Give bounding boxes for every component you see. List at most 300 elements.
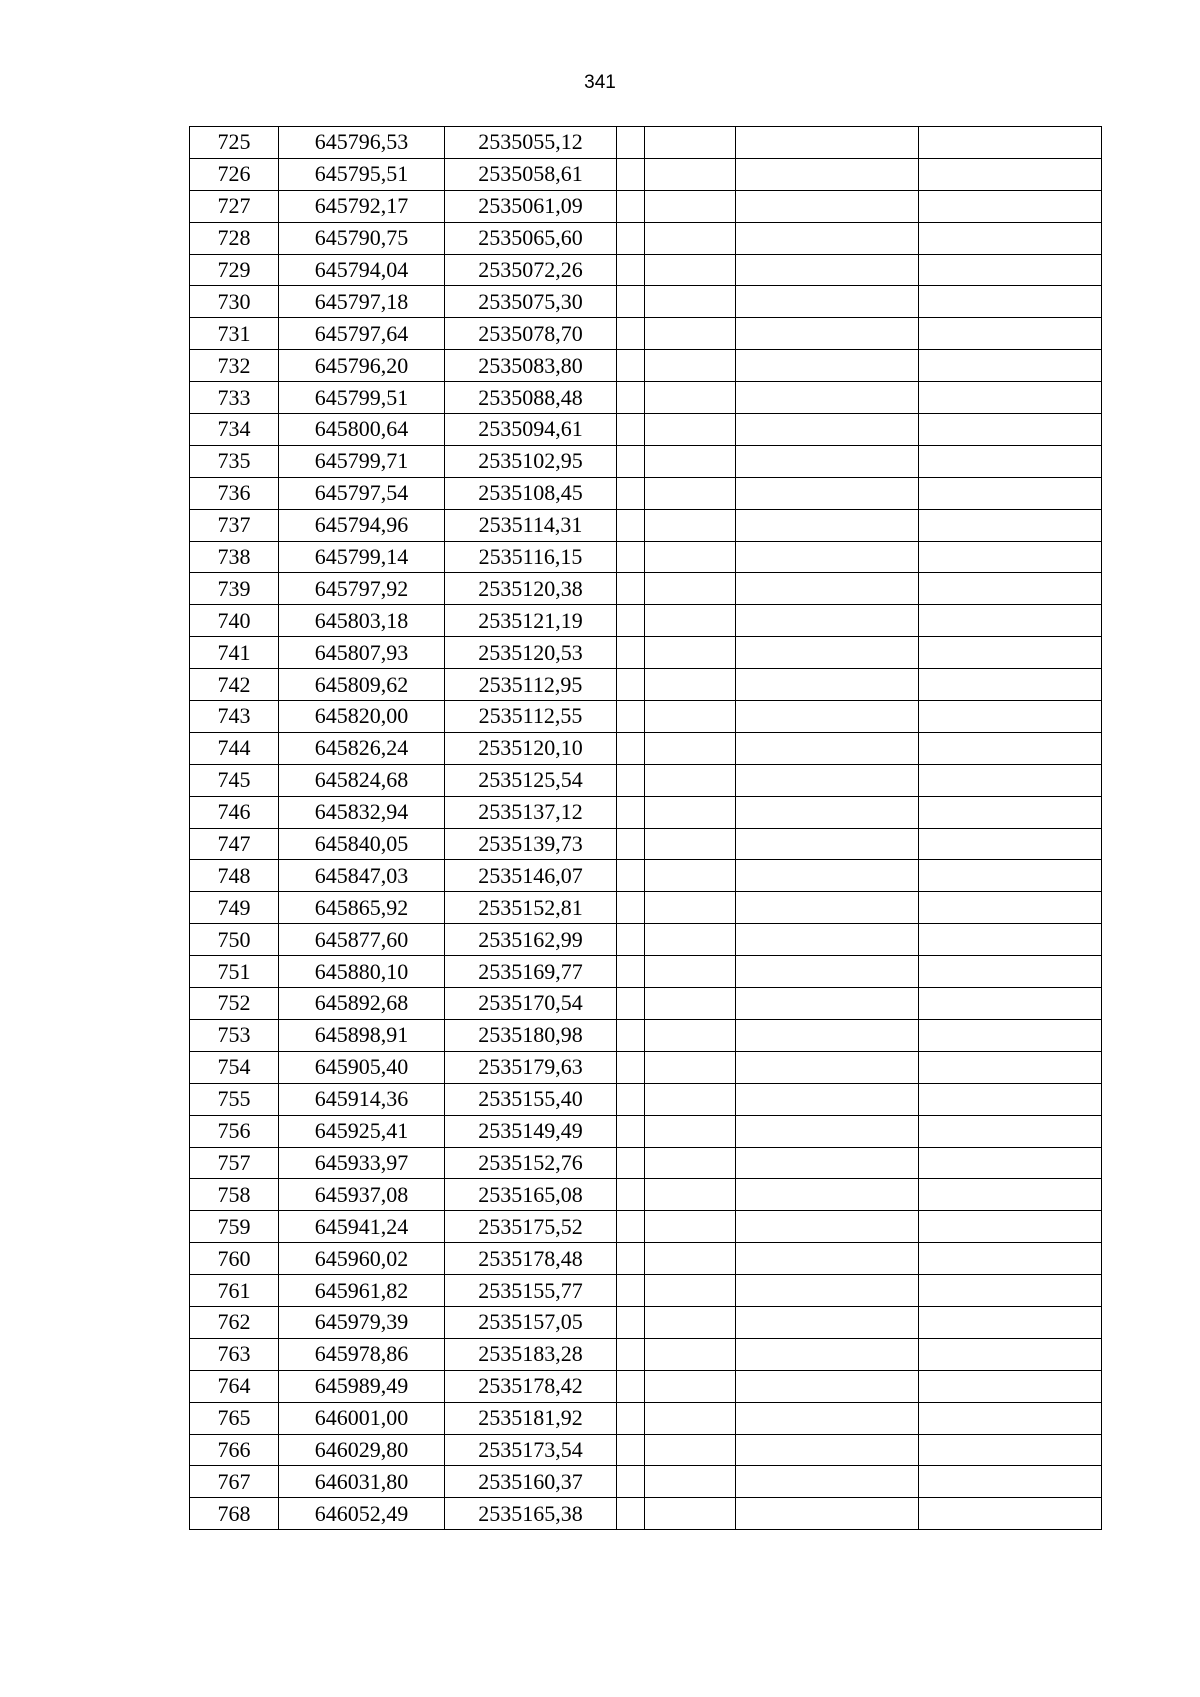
y-coordinate-cell: 2535181,92 [445, 1402, 617, 1434]
y-coordinate-cell: 2535112,55 [445, 701, 617, 733]
empty-cell [919, 445, 1102, 477]
empty-cell [617, 1434, 645, 1466]
empty-cell [919, 541, 1102, 573]
empty-cell [736, 286, 919, 318]
x-coordinate-cell: 645892,68 [279, 988, 445, 1020]
table-row [190, 796, 1102, 828]
point-number-cell: 725 [190, 127, 279, 159]
empty-cell [919, 732, 1102, 764]
table-row [190, 1466, 1102, 1498]
y-coordinate-cell: 2535180,98 [445, 1019, 617, 1051]
x-coordinate-cell: 645960,02 [279, 1243, 445, 1275]
table-row [190, 414, 1102, 446]
empty-cell [919, 701, 1102, 733]
empty-cell [736, 1179, 919, 1211]
empty-cell [645, 828, 736, 860]
empty-cell [617, 988, 645, 1020]
empty-cell [645, 222, 736, 254]
table-row [190, 1115, 1102, 1147]
x-coordinate-cell: 645840,05 [279, 828, 445, 860]
x-coordinate-cell: 645832,94 [279, 796, 445, 828]
y-coordinate-cell: 2535083,80 [445, 350, 617, 382]
empty-cell [617, 1306, 645, 1338]
empty-cell [919, 573, 1102, 605]
point-number-cell: 732 [190, 350, 279, 382]
empty-cell [617, 1402, 645, 1434]
point-number-cell: 754 [190, 1051, 279, 1083]
empty-cell [645, 1498, 736, 1530]
empty-cell [919, 1179, 1102, 1211]
empty-cell [617, 924, 645, 956]
table-row [190, 1019, 1102, 1051]
table-row [190, 190, 1102, 222]
point-number-cell: 735 [190, 445, 279, 477]
empty-cell [919, 350, 1102, 382]
empty-cell [919, 1083, 1102, 1115]
table-row [190, 1275, 1102, 1307]
empty-cell [736, 924, 919, 956]
x-coordinate-cell: 646052,49 [279, 1498, 445, 1530]
point-number-cell: 764 [190, 1370, 279, 1402]
empty-cell [919, 860, 1102, 892]
point-number-cell: 739 [190, 573, 279, 605]
x-coordinate-cell: 645799,51 [279, 382, 445, 414]
empty-cell [919, 127, 1102, 159]
empty-cell [645, 477, 736, 509]
point-number-cell: 768 [190, 1498, 279, 1530]
empty-cell [617, 764, 645, 796]
table-row [190, 445, 1102, 477]
x-coordinate-cell: 645795,51 [279, 158, 445, 190]
point-number-cell: 756 [190, 1115, 279, 1147]
empty-cell [919, 1306, 1102, 1338]
y-coordinate-cell: 2535094,61 [445, 414, 617, 446]
y-coordinate-cell: 2535065,60 [445, 222, 617, 254]
x-coordinate-cell: 645898,91 [279, 1019, 445, 1051]
table-row [190, 605, 1102, 637]
point-number-cell: 726 [190, 158, 279, 190]
table-row [190, 254, 1102, 286]
empty-cell [645, 1083, 736, 1115]
empty-cell [919, 1051, 1102, 1083]
empty-cell [919, 1243, 1102, 1275]
table-row [190, 222, 1102, 254]
empty-cell [645, 414, 736, 446]
empty-cell [645, 1019, 736, 1051]
empty-cell [645, 1211, 736, 1243]
empty-cell [617, 956, 645, 988]
empty-cell [919, 1466, 1102, 1498]
point-number-cell: 730 [190, 286, 279, 318]
y-coordinate-cell: 2535155,40 [445, 1083, 617, 1115]
point-number-cell: 731 [190, 318, 279, 350]
point-number-cell: 740 [190, 605, 279, 637]
empty-cell [617, 127, 645, 159]
empty-cell [645, 988, 736, 1020]
empty-cell [617, 190, 645, 222]
y-coordinate-cell: 2535152,81 [445, 892, 617, 924]
empty-cell [617, 477, 645, 509]
x-coordinate-cell: 645799,14 [279, 541, 445, 573]
x-coordinate-cell: 645800,64 [279, 414, 445, 446]
table-row [190, 1306, 1102, 1338]
coordinates-table-body [190, 127, 1102, 1530]
x-coordinate-cell: 645797,54 [279, 477, 445, 509]
y-coordinate-cell: 2535169,77 [445, 956, 617, 988]
empty-cell [919, 190, 1102, 222]
y-coordinate-cell: 2535061,09 [445, 190, 617, 222]
empty-cell [736, 1115, 919, 1147]
empty-cell [617, 286, 645, 318]
table-row [190, 669, 1102, 701]
empty-cell [617, 1147, 645, 1179]
y-coordinate-cell: 2535102,95 [445, 445, 617, 477]
empty-cell [736, 1338, 919, 1370]
empty-cell [645, 701, 736, 733]
empty-cell [919, 286, 1102, 318]
x-coordinate-cell: 645979,39 [279, 1306, 445, 1338]
point-number-cell: 748 [190, 860, 279, 892]
x-coordinate-cell: 645877,60 [279, 924, 445, 956]
x-coordinate-cell: 646029,80 [279, 1434, 445, 1466]
empty-cell [919, 1498, 1102, 1530]
empty-cell [617, 350, 645, 382]
table-row [190, 1338, 1102, 1370]
empty-cell [645, 764, 736, 796]
y-coordinate-cell: 2535125,54 [445, 764, 617, 796]
empty-cell [617, 892, 645, 924]
empty-cell [645, 956, 736, 988]
y-coordinate-cell: 2535175,52 [445, 1211, 617, 1243]
table-row [190, 1402, 1102, 1434]
empty-cell [645, 605, 736, 637]
empty-cell [736, 127, 919, 159]
empty-cell [736, 669, 919, 701]
table-row [190, 637, 1102, 669]
empty-cell [736, 541, 919, 573]
x-coordinate-cell: 646001,00 [279, 1402, 445, 1434]
y-coordinate-cell: 2535120,38 [445, 573, 617, 605]
point-number-cell: 755 [190, 1083, 279, 1115]
empty-cell [645, 1466, 736, 1498]
empty-cell [617, 605, 645, 637]
point-number-cell: 746 [190, 796, 279, 828]
y-coordinate-cell: 2535152,76 [445, 1147, 617, 1179]
table-row [190, 477, 1102, 509]
point-number-cell: 757 [190, 1147, 279, 1179]
empty-cell [736, 1275, 919, 1307]
table-row [190, 350, 1102, 382]
table-row [190, 1179, 1102, 1211]
empty-cell [736, 605, 919, 637]
empty-cell [919, 956, 1102, 988]
y-coordinate-cell: 2535112,95 [445, 669, 617, 701]
empty-cell [736, 445, 919, 477]
empty-cell [736, 1402, 919, 1434]
x-coordinate-cell: 645790,75 [279, 222, 445, 254]
empty-cell [645, 1434, 736, 1466]
point-number-cell: 747 [190, 828, 279, 860]
empty-cell [919, 1338, 1102, 1370]
empty-cell [919, 1019, 1102, 1051]
empty-cell [617, 860, 645, 892]
empty-cell [617, 1275, 645, 1307]
y-coordinate-cell: 2535165,38 [445, 1498, 617, 1530]
empty-cell [736, 414, 919, 446]
empty-cell [919, 1147, 1102, 1179]
empty-cell [645, 1115, 736, 1147]
empty-cell [919, 637, 1102, 669]
y-coordinate-cell: 2535114,31 [445, 509, 617, 541]
x-coordinate-cell: 645803,18 [279, 605, 445, 637]
y-coordinate-cell: 2535162,99 [445, 924, 617, 956]
empty-cell [919, 1434, 1102, 1466]
table-row [190, 1051, 1102, 1083]
empty-cell [645, 732, 736, 764]
empty-cell [617, 541, 645, 573]
empty-cell [736, 988, 919, 1020]
empty-cell [736, 637, 919, 669]
y-coordinate-cell: 2535178,48 [445, 1243, 617, 1275]
empty-cell [736, 1498, 919, 1530]
empty-cell [736, 509, 919, 541]
table-row [190, 860, 1102, 892]
empty-cell [736, 764, 919, 796]
point-number-cell: 733 [190, 382, 279, 414]
x-coordinate-cell: 645794,96 [279, 509, 445, 541]
point-number-cell: 753 [190, 1019, 279, 1051]
empty-cell [736, 1466, 919, 1498]
empty-cell [919, 892, 1102, 924]
x-coordinate-cell: 645937,08 [279, 1179, 445, 1211]
empty-cell [617, 1338, 645, 1370]
table-row [190, 1147, 1102, 1179]
empty-cell [617, 669, 645, 701]
empty-cell [736, 1147, 919, 1179]
point-number-cell: 741 [190, 637, 279, 669]
point-number-cell: 749 [190, 892, 279, 924]
empty-cell [736, 1434, 919, 1466]
empty-cell [736, 1370, 919, 1402]
point-number-cell: 738 [190, 541, 279, 573]
y-coordinate-cell: 2535055,12 [445, 127, 617, 159]
x-coordinate-cell: 645914,36 [279, 1083, 445, 1115]
empty-cell [736, 573, 919, 605]
empty-cell [645, 1275, 736, 1307]
empty-cell [617, 1115, 645, 1147]
empty-cell [919, 669, 1102, 701]
empty-cell [645, 669, 736, 701]
empty-cell [617, 254, 645, 286]
empty-cell [736, 732, 919, 764]
empty-cell [645, 286, 736, 318]
table-row [190, 382, 1102, 414]
point-number-cell: 763 [190, 1338, 279, 1370]
point-number-cell: 761 [190, 1275, 279, 1307]
y-coordinate-cell: 2535072,26 [445, 254, 617, 286]
point-number-cell: 751 [190, 956, 279, 988]
x-coordinate-cell: 645799,71 [279, 445, 445, 477]
empty-cell [736, 477, 919, 509]
empty-cell [736, 828, 919, 860]
y-coordinate-cell: 2535173,54 [445, 1434, 617, 1466]
empty-cell [736, 1306, 919, 1338]
empty-cell [645, 1179, 736, 1211]
point-number-cell: 737 [190, 509, 279, 541]
x-coordinate-cell: 645792,17 [279, 190, 445, 222]
point-number-cell: 759 [190, 1211, 279, 1243]
x-coordinate-cell: 645794,04 [279, 254, 445, 286]
x-coordinate-cell: 645820,00 [279, 701, 445, 733]
empty-cell [919, 1275, 1102, 1307]
y-coordinate-cell: 2535058,61 [445, 158, 617, 190]
point-number-cell: 767 [190, 1466, 279, 1498]
y-coordinate-cell: 2535146,07 [445, 860, 617, 892]
point-number-cell: 750 [190, 924, 279, 956]
empty-cell [736, 892, 919, 924]
empty-cell [736, 701, 919, 733]
x-coordinate-cell: 645925,41 [279, 1115, 445, 1147]
empty-cell [645, 190, 736, 222]
empty-cell [645, 1051, 736, 1083]
point-number-cell: 743 [190, 701, 279, 733]
empty-cell [645, 892, 736, 924]
page-number: 341 [584, 72, 616, 93]
y-coordinate-cell: 2535078,70 [445, 318, 617, 350]
empty-cell [645, 1147, 736, 1179]
point-number-cell: 728 [190, 222, 279, 254]
empty-cell [617, 222, 645, 254]
empty-cell [919, 318, 1102, 350]
empty-cell [645, 796, 736, 828]
y-coordinate-cell: 2535155,77 [445, 1275, 617, 1307]
empty-cell [617, 1019, 645, 1051]
empty-cell [617, 1083, 645, 1115]
empty-cell [645, 1338, 736, 1370]
table-row [190, 541, 1102, 573]
coordinates-table [189, 126, 1102, 1530]
empty-cell [617, 701, 645, 733]
y-coordinate-cell: 2535121,19 [445, 605, 617, 637]
empty-cell [617, 1051, 645, 1083]
empty-cell [617, 382, 645, 414]
empty-cell [736, 222, 919, 254]
y-coordinate-cell: 2535075,30 [445, 286, 617, 318]
empty-cell [617, 573, 645, 605]
empty-cell [617, 796, 645, 828]
empty-cell [736, 1019, 919, 1051]
empty-cell [736, 796, 919, 828]
empty-cell [645, 350, 736, 382]
point-number-cell: 729 [190, 254, 279, 286]
empty-cell [919, 509, 1102, 541]
x-coordinate-cell: 645796,20 [279, 350, 445, 382]
y-coordinate-cell: 2535139,73 [445, 828, 617, 860]
table-row [190, 1434, 1102, 1466]
empty-cell [645, 1243, 736, 1275]
empty-cell [617, 509, 645, 541]
empty-cell [645, 254, 736, 286]
empty-cell [919, 1115, 1102, 1147]
table-row [190, 286, 1102, 318]
empty-cell [617, 1179, 645, 1211]
x-coordinate-cell: 645807,93 [279, 637, 445, 669]
empty-cell [919, 1370, 1102, 1402]
empty-cell [919, 414, 1102, 446]
table-row [190, 988, 1102, 1020]
empty-cell [736, 318, 919, 350]
x-coordinate-cell: 645941,24 [279, 1211, 445, 1243]
empty-cell [736, 1243, 919, 1275]
table-row [190, 956, 1102, 988]
table-row [190, 509, 1102, 541]
empty-cell [617, 1466, 645, 1498]
x-coordinate-cell: 645796,53 [279, 127, 445, 159]
empty-cell [645, 541, 736, 573]
point-number-cell: 758 [190, 1179, 279, 1211]
empty-cell [617, 1370, 645, 1402]
empty-cell [645, 1370, 736, 1402]
y-coordinate-cell: 2535137,12 [445, 796, 617, 828]
y-coordinate-cell: 2535116,15 [445, 541, 617, 573]
y-coordinate-cell: 2535165,08 [445, 1179, 617, 1211]
empty-cell [919, 382, 1102, 414]
empty-cell [919, 222, 1102, 254]
x-coordinate-cell: 645797,18 [279, 286, 445, 318]
x-coordinate-cell: 645978,86 [279, 1338, 445, 1370]
empty-cell [919, 254, 1102, 286]
x-coordinate-cell: 645797,92 [279, 573, 445, 605]
empty-cell [617, 318, 645, 350]
point-number-cell: 744 [190, 732, 279, 764]
x-coordinate-cell: 645847,03 [279, 860, 445, 892]
x-coordinate-cell: 645933,97 [279, 1147, 445, 1179]
x-coordinate-cell: 645824,68 [279, 764, 445, 796]
x-coordinate-cell: 645797,64 [279, 318, 445, 350]
empty-cell [645, 860, 736, 892]
empty-cell [617, 732, 645, 764]
y-coordinate-cell: 2535170,54 [445, 988, 617, 1020]
table-row [190, 1243, 1102, 1275]
x-coordinate-cell: 646031,80 [279, 1466, 445, 1498]
y-coordinate-cell: 2535183,28 [445, 1338, 617, 1370]
empty-cell [736, 1083, 919, 1115]
x-coordinate-cell: 645880,10 [279, 956, 445, 988]
table-row [190, 924, 1102, 956]
empty-cell [736, 1051, 919, 1083]
table-row [190, 318, 1102, 350]
point-number-cell: 760 [190, 1243, 279, 1275]
table-row [190, 573, 1102, 605]
y-coordinate-cell: 2535178,42 [445, 1370, 617, 1402]
table-row [190, 732, 1102, 764]
point-number-cell: 742 [190, 669, 279, 701]
empty-cell [617, 1243, 645, 1275]
empty-cell [919, 796, 1102, 828]
x-coordinate-cell: 645865,92 [279, 892, 445, 924]
empty-cell [617, 637, 645, 669]
y-coordinate-cell: 2535108,45 [445, 477, 617, 509]
table-row [190, 764, 1102, 796]
point-number-cell: 752 [190, 988, 279, 1020]
table-row [190, 1083, 1102, 1115]
y-coordinate-cell: 2535149,49 [445, 1115, 617, 1147]
x-coordinate-cell: 645905,40 [279, 1051, 445, 1083]
x-coordinate-cell: 645961,82 [279, 1275, 445, 1307]
empty-cell [645, 1402, 736, 1434]
empty-cell [645, 318, 736, 350]
empty-cell [736, 956, 919, 988]
